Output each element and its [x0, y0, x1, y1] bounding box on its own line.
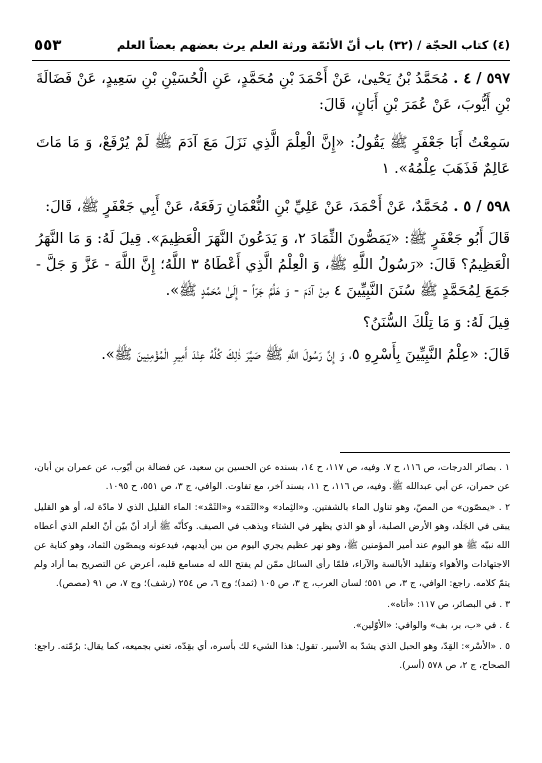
matn-text: قِيلَ لَهُ: وَ مَا تِلْكَ السُّنَنُ؟ [362, 315, 510, 331]
isnad-text: مُحَمَّدُ بْنُ يَحْيىٰ، عَنْ أَحْمَدَ بْنِ مُحَمَّدٍ، عَنِ الْحُسَيْنِ بْنِ سَعِيدٍ، عَنْ فَضَالَةَ بْنِ أَيُّوبَ، عَنْ عُمَرَ بْنِ أَبَانٍ، قَالَ: [36, 71, 510, 113]
hadith-paragraph [36, 130, 510, 182]
hadith-number: ٥٩٧ / ٤ . [453, 70, 510, 87]
footnote: ٢ . «يمصّون» من المصّ، وهو تناول الماء بالشفتين. و«الثِماد» و«الثَمَد» و«الثَمْد»: الماء القليل الذي لا مادّة له، أو هو القليل يبقى في الجَلَد، وهو الأرض الصلبة، أو هو الذي يظهر في الشتاء ويذهب في الصيف. وكأنّه ﷺ أراد أنّ بيّن أنّ العلم الذي أعطاه الله نبيّه ﷺ هو اليوم عند أمير المؤمنين ﷺ، وهو نهر عظيم يجري اليوم من بين أيديهم، فيدعونه ويمصّون الثماد، وهو كناية عن الاجتهادات والأهواء وتقليد الأبالسة والآراء، فلمّا رأى السائل ممّن لم يفتح الله له مسامع قلبه، أعرض عن التصريح بما أراد ولم يتمّ كلامه. راجع: الوافي، ج ٣، ص ٥٥١؛ لسان العرب، ج ٣، ص ١٠٥ (ثمد)؛ وج ٦، ص ٢٥٤ (رشف)؛ وج ٧، ص ٩١ (مصص). [34, 502, 510, 589]
hadith-paragraph [36, 194, 510, 220]
page-header [32, 34, 510, 60]
footnote: ٤ . في «ب، بر، بف» والوافي: «الأوّلين». [352, 620, 510, 631]
footnote-rule [340, 452, 510, 453]
matn-text: قَالَ: «عِلْمُ النَّبِيِّينَ بِأَسْرِهِ ٥، وَ إِنَّ رَسُولَ اللَّهِ ﷺ صَيَّرَ ذٰلِكَ كُلَّهُ عِنْدَ أَمِيرِ الْمُؤْمِنِينَ ﷺ». [101, 347, 510, 363]
page-number: ٥٥٣ [34, 36, 62, 54]
header-rule [32, 60, 510, 61]
main-text [36, 66, 510, 374]
isnad-text: مُحَمَّدٌ، عَنْ أَحْمَدَ، عَنْ عَلِيِّ بْنِ النُّعْمَانِ رَفَعَهُ، عَنْ أَبِي جَعْفَرٍ ﷺ، قَالَ: [45, 199, 449, 215]
footnote: ١ . بصائر الدرجات، ص ١١٦، ح ٧. وفيه، ص ١١٧، ح ١٤، بسنده عن الحسين بن سعيد، عن فضالة بن أيّوب، عن عمران بن أبان، عن حمران، عن أبي عبدالله ﷺ. وفيه، ص ١١٦، ح ١١، بسند آخر، مع تفاوت. الوافي، ج ٣، ص ٥٥١، ح ١٠٩٥. [34, 462, 510, 492]
footnote: ٣ . في البصائر، ص ١١٧: «أتاه». [387, 599, 510, 610]
footnote: ٥ . «الأسْر»: القِدّ، وهو الحبل الذي يشدّ به الأسير. تقول: هذا الشيء لك بأسره، أي بقِدّه، تعني بجميعه، كما يقال: برُمّته. راجع: الصحاح، ج ٢، ص ٥٧٨ (أسر). [34, 641, 510, 671]
hadith-paragraph [36, 342, 510, 368]
hadith-paragraph [36, 310, 510, 336]
running-head: (٤) كتاب الحجّة / (٣٢) باب أنّ الأئمّة ورثة العلم يرث بعضهم بعضاً العلم [116, 38, 510, 52]
hadith-paragraph [36, 66, 510, 118]
matn-text: سَمِعْتُ أَبَا جَعْفَرٍ ﷺ يَقُولُ: «إِنَّ الْعِلْمَ الَّذِي نَزَلَ مَعَ آدَمَ ﷺ لَمْ يُرْفَعْ، وَ مَا مَاتَ عَالِمٌ فَذَهَبَ عِلْمُهُ». ١ [36, 135, 510, 177]
hadith-number: ٥٩٨ / ٥ . [453, 198, 510, 215]
hadith-paragraph [36, 226, 510, 304]
footnotes [34, 458, 510, 677]
matn-text: قَالَ أَبُو جَعْفَرٍ ﷺ: «يَمَصُّونَ الثِّمَادَ ٢، وَ يَدَعُونَ النَّهَرَ الْعَظِيمَ». قِيلَ لَهُ: وَ مَا النَّهَرُ الْعَظِيمُ؟ قَالَ: «رَسُولُ اللَّهِ ﷺ، وَ الْعِلْمُ الَّذِي أَعْطَاهُ ٣ اللَّهُ؛ إِنَّ اللَّهَ - عَزَّ وَ جَلَّ - جَمَعَ لِمُحَمَّدٍ ﷺ سُنَنَ النَّبِيِّينَ ٤ مِنْ آدَمَ - وَ هَلُمَّ جَرّاً - إِلَىٰ مُحَمَّدٍ ﷺ». [36, 231, 510, 299]
